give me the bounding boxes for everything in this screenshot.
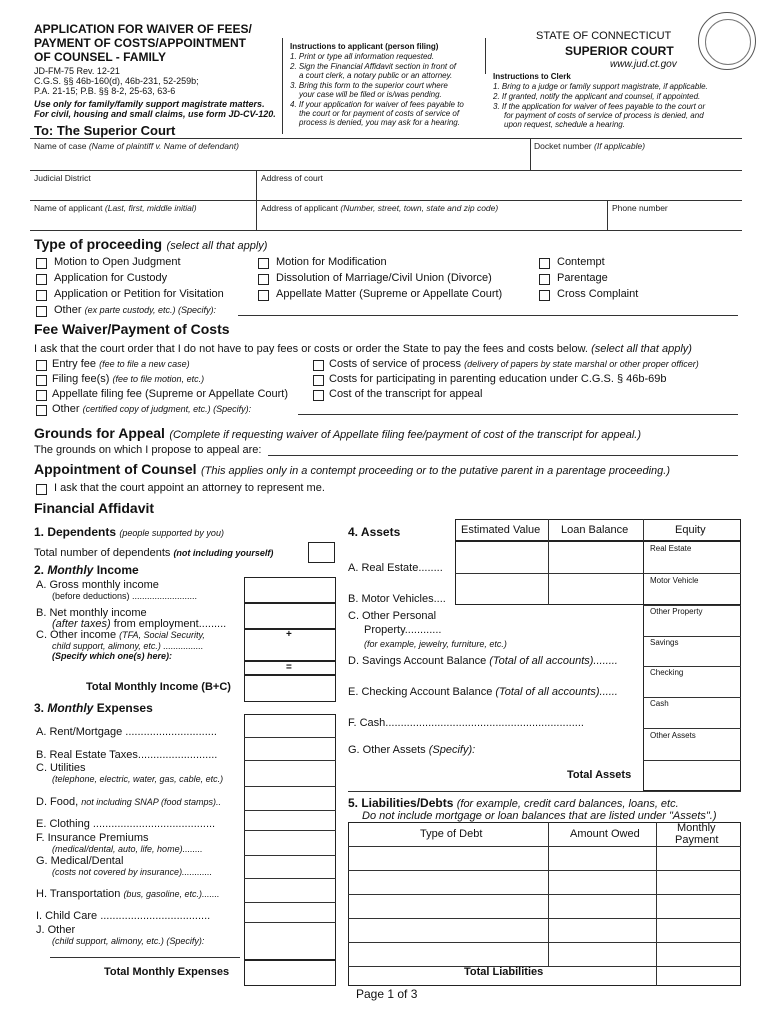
equity-label: Savings xyxy=(650,638,679,647)
checkbox-appoint-attorney[interactable] xyxy=(36,484,47,495)
gross-income-label: A. Gross monthly income xyxy=(36,579,159,591)
instruction-line: 2. If granted, notify the applicant and counsel, if appointed. xyxy=(493,92,701,101)
divider xyxy=(282,38,283,134)
childcare-label: I. Child Care .................................... xyxy=(36,910,211,922)
instruction-line: your case will be filed or is/was pending. xyxy=(299,90,442,99)
checkbox-service-costs[interactable] xyxy=(313,360,324,371)
asset-other-personal-hint: (for example, jewelry, furniture, etc.) xyxy=(364,639,507,649)
checkbox-parenting-education[interactable] xyxy=(313,375,324,386)
checkbox-motion-open-judgment[interactable] xyxy=(36,258,47,269)
equity-label: Other Assets xyxy=(650,731,696,740)
grounds-label: The grounds on which I propose to appeal are: xyxy=(34,444,262,456)
affidavit-section-title: Financial Affidavit xyxy=(34,500,155,516)
fee-request-text: I ask that the court order that I do not have to pay fees or costs or order the State to pay the fees and costs below. (select all that apply) xyxy=(34,343,692,355)
fee-waiver-section-title: Fee Waiver/Payment of Costs xyxy=(34,321,230,337)
asset-real-estate: A. Real Estate........ xyxy=(348,562,443,574)
equity-label: Cash xyxy=(650,699,669,708)
dependents-input[interactable] xyxy=(308,542,335,563)
court-name: SUPERIOR COURT xyxy=(565,44,674,58)
asset-savings: D. Savings Account Balance (Total of all accounts)........ xyxy=(348,655,618,667)
dependents-title: 1. Dependents (people supported by you) xyxy=(34,525,224,539)
equity-label: Checking xyxy=(650,668,684,677)
col-amount-owed: Amount Owed xyxy=(570,828,640,840)
asset-motor-vehicles: B. Motor Vehicles.... xyxy=(348,593,446,605)
option-label: Contempt xyxy=(557,256,605,268)
rent-label: A. Rent/Mortgage .............................. xyxy=(36,726,217,738)
option-label: Other (ex parte custody, etc.) (Specify): xyxy=(54,304,216,316)
gross-income-hint: (before deductions) .......................... xyxy=(52,591,198,601)
fee-other-specify-input[interactable] xyxy=(298,414,738,415)
other-specify-input[interactable] xyxy=(238,315,738,316)
col-equity: Equity xyxy=(675,524,706,536)
applicant-instructions-title: Instructions to applicant (person filing) xyxy=(290,42,439,51)
option-label: Dissolution of Marriage/Civil Union (Divorce) xyxy=(276,272,492,284)
instruction-line: 3. If the application for waiver of fees payable to the court or xyxy=(493,102,706,111)
court-address-field[interactable]: Address of court xyxy=(261,173,323,183)
option-label: Filing fee(s) (fee to file motion, etc.) xyxy=(52,373,205,385)
equals-sign: = xyxy=(286,662,292,673)
form-title-line3: OF COUNSEL - FAMILY xyxy=(34,50,167,64)
case-name-field[interactable]: Name of case (Name of plaintiff v. Name of defendant) xyxy=(34,141,239,151)
instruction-line: for payment of costs of service of process is denied, and xyxy=(504,111,704,120)
assets-title: 4. Assets xyxy=(348,525,401,539)
other-expense-hint: (child support, alimony, etc.) (Specify): xyxy=(52,936,205,946)
utilities-hint: (telephone, electric, water, gas, cable, etc.) xyxy=(52,774,224,784)
option-label: Costs for participating in parenting education under C.G.S. § 46b-69b xyxy=(329,373,667,385)
option-label: Application or Petition for Visitation xyxy=(54,288,224,300)
use-only-note: Use only for family/family support magistrate matters. xyxy=(34,99,265,109)
equity-label: Motor Vehicle xyxy=(650,576,699,585)
total-expenses-label: Total Monthly Expenses xyxy=(104,966,230,978)
option-label: Appellate Matter (Supreme or Appellate Court) xyxy=(276,288,503,300)
other-expense-label: J. Other xyxy=(36,924,76,936)
form-title-line1: APPLICATION FOR WAIVER OF FEES/ xyxy=(34,22,252,36)
expenses-title: 3. Monthly Expenses xyxy=(34,701,153,715)
instruction-line: 1. Print or type all information requested. xyxy=(290,52,435,61)
option-label: Parentage xyxy=(557,272,608,284)
tax-label: B. Real Estate Taxes.......................... xyxy=(36,749,218,761)
checkbox-parentage[interactable] xyxy=(539,274,550,285)
state-seal-icon xyxy=(698,12,756,70)
applicant-name-field[interactable]: Name of applicant (Last, first, middle initial) xyxy=(34,203,197,213)
divider xyxy=(485,38,486,74)
option-label: Motion for Modification xyxy=(276,256,387,268)
liabilities-title: 5. Liabilities/Debts (for example, credit card balances, loans, etc. xyxy=(348,796,679,810)
total-assets-label: Total Assets xyxy=(567,769,632,781)
checkbox-motion-modification[interactable] xyxy=(258,258,269,269)
other-income-specify: (Specify which one(s) here): xyxy=(52,651,173,661)
instruction-line: the court or for payment of costs of service of xyxy=(299,109,460,118)
instruction-line: 2. Sign the Financial Affidavit section in front of xyxy=(290,62,457,71)
col-estimated-value: Estimated Value xyxy=(461,524,541,536)
counsel-section-title: Appointment of Counsel (This applies only in a contempt proceeding or to the putative parent in a parentage proceeding.) xyxy=(34,461,671,477)
addressee: To: The Superior Court xyxy=(34,123,176,138)
checkbox-application-custody[interactable] xyxy=(36,274,47,285)
checkbox-cross-complaint[interactable] xyxy=(539,290,550,301)
form-number: JD-FM-75 Rev. 12-21 xyxy=(34,66,120,76)
income-title: 2. Monthly Income xyxy=(34,563,139,577)
checkbox-contempt[interactable] xyxy=(539,258,550,269)
statute-citation: C.G.S. §§ 46b-160(d), 46b-231, 52-259b; xyxy=(34,76,199,86)
total-liabilities-label: Total Liabilities xyxy=(464,966,544,978)
medical-label: G. Medical/Dental xyxy=(36,855,124,867)
option-label: Cross Complaint xyxy=(557,288,639,300)
asset-other: G. Other Assets (Specify): xyxy=(348,744,476,756)
asset-cash: F. Cash................................................................. xyxy=(348,717,584,729)
expenses-column xyxy=(244,714,336,960)
total-income-input[interactable] xyxy=(244,675,336,702)
option-label: Motion to Open Judgment xyxy=(54,256,181,268)
col-loan-balance: Loan Balance xyxy=(561,524,629,536)
net-income-input[interactable] xyxy=(244,603,336,629)
option-label: Appellate filing fee (Supreme or Appellate Court) xyxy=(52,388,289,400)
insurance-label: F. Insurance Premiums xyxy=(36,832,149,844)
other-expense-specify-input[interactable] xyxy=(50,957,240,958)
checkbox-proceeding-other[interactable] xyxy=(36,306,47,317)
checkbox-appellate-matter[interactable] xyxy=(258,290,269,301)
utilities-label: C. Utilities xyxy=(36,762,86,774)
checkbox-visitation[interactable] xyxy=(36,290,47,301)
grounds-input[interactable] xyxy=(268,455,738,456)
state-name: STATE OF CONNECTICUT xyxy=(536,30,672,42)
asset-checking: E. Checking Account Balance (Total of all accounts)...... xyxy=(348,686,618,698)
other-income-hint: child support, alimony, etc.) ................ xyxy=(52,641,204,651)
food-label: D. Food, not including SNAP (food stamps).. xyxy=(36,796,221,808)
clerk-instructions-title: Instructions to Clerk xyxy=(493,72,571,81)
checkbox-dissolution[interactable] xyxy=(258,274,269,285)
col-monthly-payment: Monthly xyxy=(677,822,716,834)
transportation-label: H. Transportation (bus, gasoline, etc.)....... xyxy=(36,888,220,900)
asset-other-personal: C. Other Personal xyxy=(348,610,437,622)
phone-number-field[interactable]: Phone number xyxy=(612,203,668,213)
instruction-line: process is denied, you may ask for a hearing. xyxy=(299,118,460,127)
option-label: Costs of service of process (delivery of papers by state marshal or other proper officer) xyxy=(329,358,699,370)
checkbox-fee-other[interactable] xyxy=(36,405,47,416)
website-link[interactable]: www.jud.ct.gov xyxy=(610,59,677,70)
insurance-hint: (medical/dental, auto, life, home)........ xyxy=(52,844,203,854)
instruction-line: a court clerk, a notary public or an attorney. xyxy=(299,71,453,80)
grounds-section-title: Grounds for Appeal (Complete if requesting waiver of Appellate filing fee/payment of cost of the transcript for appeal.) xyxy=(34,425,642,441)
checkbox-filing-fee[interactable] xyxy=(36,375,47,386)
docket-number-field[interactable]: Docket number (If applicable) xyxy=(534,141,646,151)
proceeding-section-title: Type of proceeding (select all that apply) xyxy=(34,236,268,252)
practice-book-citation: P.A. 21-15; P.B. §§ 8-2, 25-63, 63-6 xyxy=(34,86,176,96)
civil-note: For civil, housing and small claims, use form JD-CV-120. xyxy=(34,109,276,119)
instruction-line: 3. Bring this form to the superior court where xyxy=(290,81,448,90)
checkbox-appellate-filing-fee[interactable] xyxy=(36,390,47,401)
option-label: Cost of the transcript for appeal xyxy=(329,388,483,400)
total-income-label: Total Monthly Income (B+C) xyxy=(86,681,231,693)
net-income-hint: (after taxes) from employment......... xyxy=(52,618,227,630)
total-expenses-input[interactable] xyxy=(244,960,336,986)
instruction-line: upon request, schedule a hearing. xyxy=(504,120,625,129)
judicial-district-field[interactable]: Judicial District xyxy=(34,173,91,183)
dependents-label: Total number of dependents (not including yourself) xyxy=(34,547,274,559)
col-monthly-payment-2: Payment xyxy=(675,834,719,846)
option-label: Application for Custody xyxy=(54,272,168,284)
checkbox-transcript-cost[interactable] xyxy=(313,390,324,401)
net-income-label: B. Net monthly income xyxy=(36,607,147,619)
applicant-address-field[interactable]: Address of applicant (Number, street, town, state and zip code) xyxy=(261,203,499,213)
liabilities-hint: Do not include mortgage or loan balances that are listed under "Assets".) xyxy=(362,810,717,822)
instruction-line: 4. If your application for waiver of fees payable to xyxy=(290,100,464,109)
option-label: I ask that the court appoint an attorney to represent me. xyxy=(54,482,325,494)
other-income-label: C. Other income (TFA, Social Security, xyxy=(36,629,205,641)
instruction-line: 1. Bring to a judge or family support magistrate, if applicable. xyxy=(493,82,708,91)
option-label: Other (certified copy of judgment, etc.) (Specify): xyxy=(52,403,252,415)
page-number: Page 1 of 3 xyxy=(356,987,418,1001)
gross-income-input[interactable] xyxy=(244,577,336,603)
equity-label: Real Estate xyxy=(650,544,692,553)
asset-other-personal-2: Property............ xyxy=(364,624,442,636)
clothing-label: E. Clothing ........................................ xyxy=(36,818,216,830)
checkbox-entry-fee[interactable] xyxy=(36,360,47,371)
option-label: Entry fee (fee to file a new case) xyxy=(52,358,190,370)
plus-sign: + xyxy=(286,629,292,640)
medical-hint: (costs not covered by insurance)............ xyxy=(52,867,213,877)
col-type-of-debt: Type of Debt xyxy=(420,828,483,840)
equity-label: Other Property xyxy=(650,607,703,616)
form-title-line2: PAYMENT OF COSTS/APPOINTMENT xyxy=(34,36,247,50)
